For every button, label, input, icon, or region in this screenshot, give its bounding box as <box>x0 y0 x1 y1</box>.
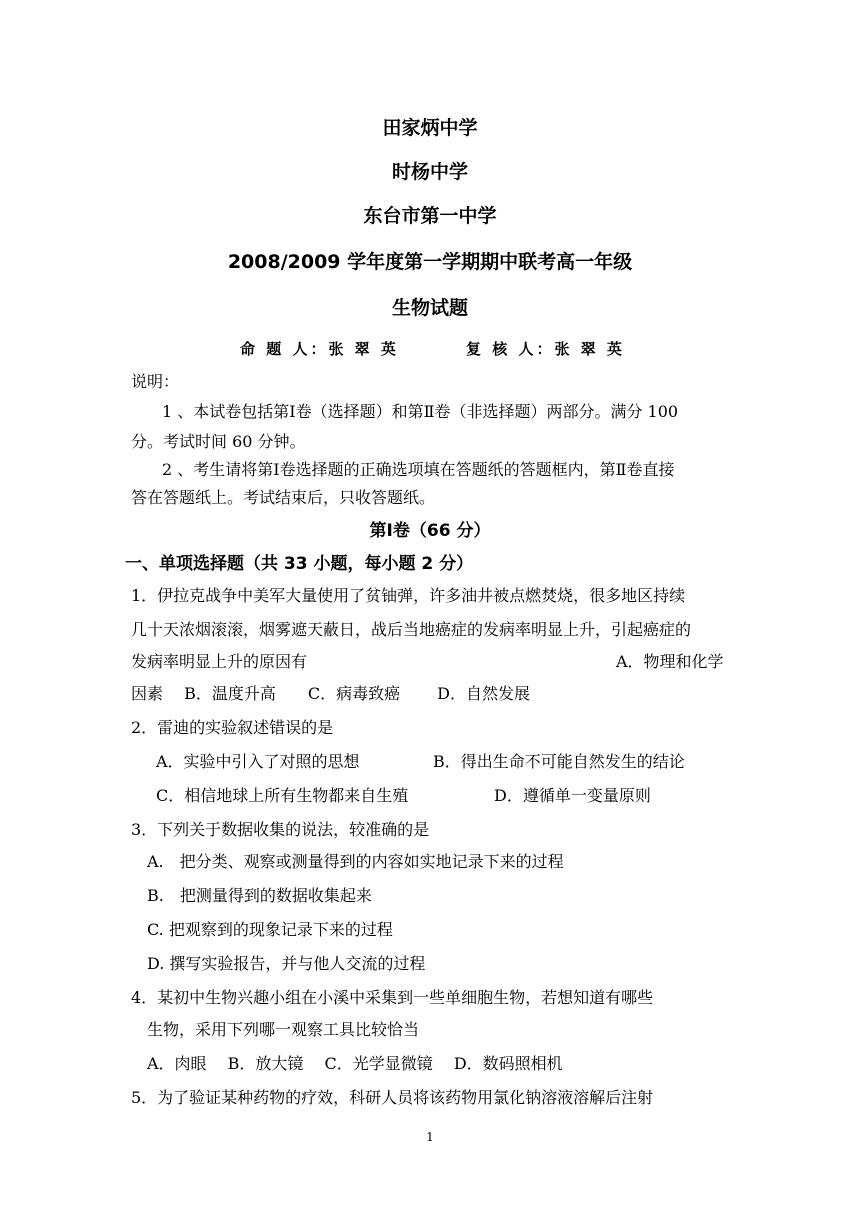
instructions-label: 说明： <box>131 372 180 391</box>
q2-stem: 2．雷迪的实验叙述错误的是 <box>131 718 334 737</box>
school-name-2: 时杨中学 <box>391 161 468 183</box>
section-heading: 一、单项选择题（共 33 小题，每小题 2 分） <box>125 554 474 574</box>
q5-line-1: 5．为了验证某种药物的疗效，科研人员将该药物用氯化钠溶液溶解后注射 <box>131 1088 654 1107</box>
q2-option-b: B．得出生命不可能自然发生的结论 <box>433 752 685 771</box>
instruction-1-line-2: 分。考试时间 60 分钟。 <box>131 432 306 451</box>
q1-line-1: 1．伊拉克战争中美军大量使用了贫铀弹，许多油井被点燃焚烧，很多地区持续 <box>131 586 686 605</box>
q4-options: A．肉眼 B．放大镜 C．光学显微镜 D．数码照相机 <box>147 1054 563 1073</box>
q1-line-3: 发病率明显上升的原因有 <box>131 652 308 671</box>
exam-title: 2008/2009 学年度第一学期期中联考高一年级 <box>227 251 633 273</box>
q3-stem: 3．下列关于数据收集的说法，较准确的是 <box>131 820 430 839</box>
q1-option-a: A．物理和化学 <box>616 652 724 671</box>
school-name-1: 田家炳中学 <box>382 117 478 139</box>
q1-line-2: 几十天浓烟滚滚，烟雾遮天蔽日，战后当地癌症的发病率明显上升，引起癌症的 <box>131 620 692 639</box>
q2-option-c: C．相信地球上所有生物都来自生殖 <box>156 786 409 805</box>
reviewer-label: 复 核 人：张 翠 英 <box>466 340 625 358</box>
q3-option-c: C. 把观察到的现象记录下来的过程 <box>147 920 393 939</box>
q3-option-a: A. 把分类、观察或测量得到的内容如实地记录下来的过程 <box>147 852 564 871</box>
subject-title: 生物试题 <box>391 297 468 319</box>
instruction-2-line-1: 2 、考生请将第Ⅰ卷选择题的正确选项填在答题纸的答题框内，第Ⅱ卷直接 <box>162 460 675 479</box>
q2-option-a: A．实验中引入了对照的思想 <box>156 752 360 771</box>
q3-option-b: B. 把测量得到的数据收集起来 <box>147 886 372 905</box>
instruction-1-line-1: 1 、本试卷包括第Ⅰ卷（选择题）和第Ⅱ卷（非选择题）两部分。满分 100 <box>162 402 679 421</box>
instruction-2-line-2: 答在答题纸上。考试结束后，只收答题纸。 <box>131 488 436 507</box>
setter-label: 命 题 人：张 翠 英 <box>240 340 399 358</box>
school-name-3: 东台市第一中学 <box>363 205 497 227</box>
q1-line-4: 因素 B．温度升高 C．病毒致癌 D．自然发展 <box>131 684 531 703</box>
q4-line-1: 4．某初中生物兴趣小组在小溪中采集到一些单细胞生物，若想知道有哪些 <box>131 988 654 1007</box>
q3-option-d: D. 撰写实验报告，并与他人交流的过程 <box>147 954 426 973</box>
part-title: 第Ⅰ卷（66 分） <box>369 521 491 541</box>
q2-option-d: D．遵循单一变量原则 <box>494 786 651 805</box>
q4-line-2: 生物，采用下列哪一观察工具比较恰当 <box>147 1020 420 1039</box>
page-number: 1 <box>426 1130 434 1144</box>
